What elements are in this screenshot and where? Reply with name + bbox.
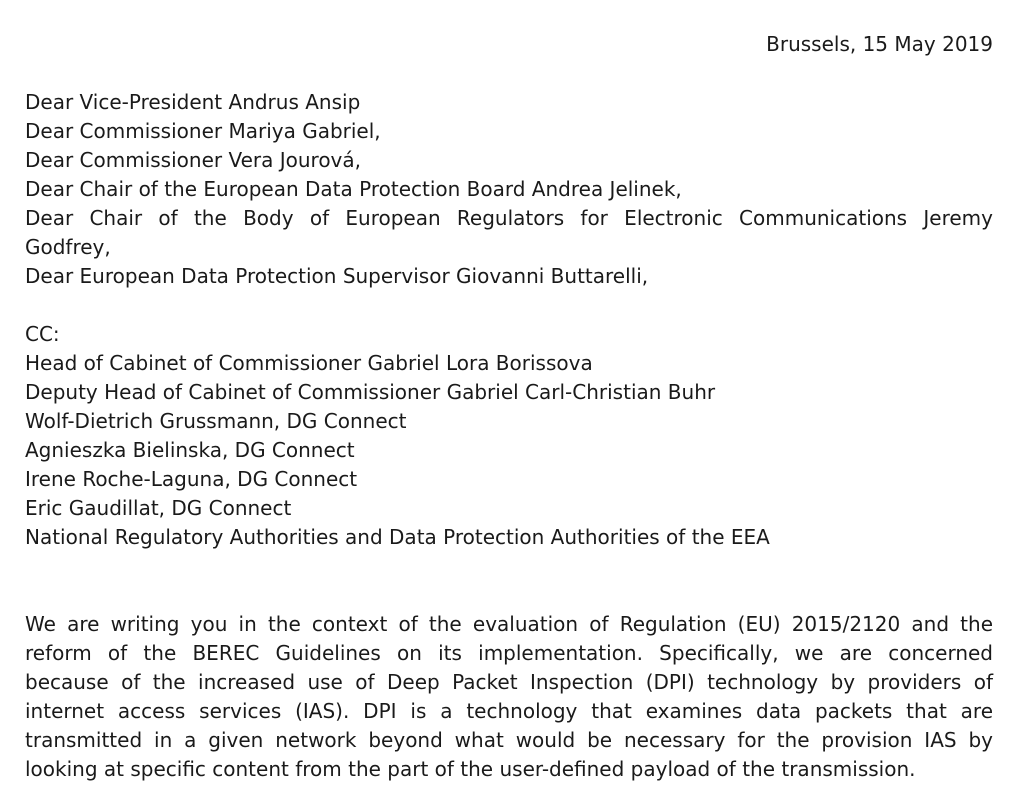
salutation-line: Dear Chair of the Body of European Regulators for Electronic Communications Jeremy (25, 206, 993, 230)
cc-recipient: Deputy Head of Cabinet of Commissioner Gabriel Carl-Christian Buhr (25, 380, 716, 404)
salutation-line: Dear Chair of the European Data Protection Board Andrea Jelinek, (25, 177, 682, 201)
salutation-line: Godfrey, (25, 235, 111, 259)
cc-label: CC: (25, 322, 60, 346)
letter-date: Brussels, 15 May 2019 (766, 32, 993, 56)
body-line: reform of the BEREC Guidelines on its implementation. Specifically, we are concerned (25, 641, 993, 665)
salutations-block (25, 88, 993, 291)
cc-recipient: Wolf-Dietrich Grussmann, DG Connect (25, 409, 407, 433)
body-line: transmitted in a given network beyond what would be necessary for the provision IAS by (25, 728, 993, 752)
body-line: because of the increased use of Deep Packet Inspection (DPI) technology by providers of (25, 670, 993, 694)
body-line: looking at specific content from the part of the user-defined payload of the transmission. (25, 757, 916, 781)
salutation-line: Dear Commissioner Vera Jourová, (25, 148, 362, 172)
body-line: internet access services (IAS). DPI is a technology that examines data packets that are (25, 699, 993, 723)
cc-block (25, 320, 993, 552)
cc-recipient: National Regulatory Authorities and Data Protection Authorities of the EEA (25, 525, 770, 549)
cc-recipient: Eric Gaudillat, DG Connect (25, 496, 292, 520)
salutation-line: Dear Commissioner Mariya Gabriel, (25, 119, 381, 143)
salutation-line: Dear European Data Protection Supervisor Giovanni Buttarelli, (25, 264, 649, 288)
salutation-line: Dear Vice-President Andrus Ansip (25, 90, 361, 114)
body-paragraph (25, 610, 993, 784)
cc-recipient: Agnieszka Bielinska, DG Connect (25, 438, 355, 462)
cc-recipient: Irene Roche-Laguna, DG Connect (25, 467, 358, 491)
body-line: We are writing you in the context of the evaluation of Regulation (EU) 2015/2120 and the (25, 612, 993, 636)
cc-recipient: Head of Cabinet of Commissioner Gabriel Lora Borissova (25, 351, 593, 375)
